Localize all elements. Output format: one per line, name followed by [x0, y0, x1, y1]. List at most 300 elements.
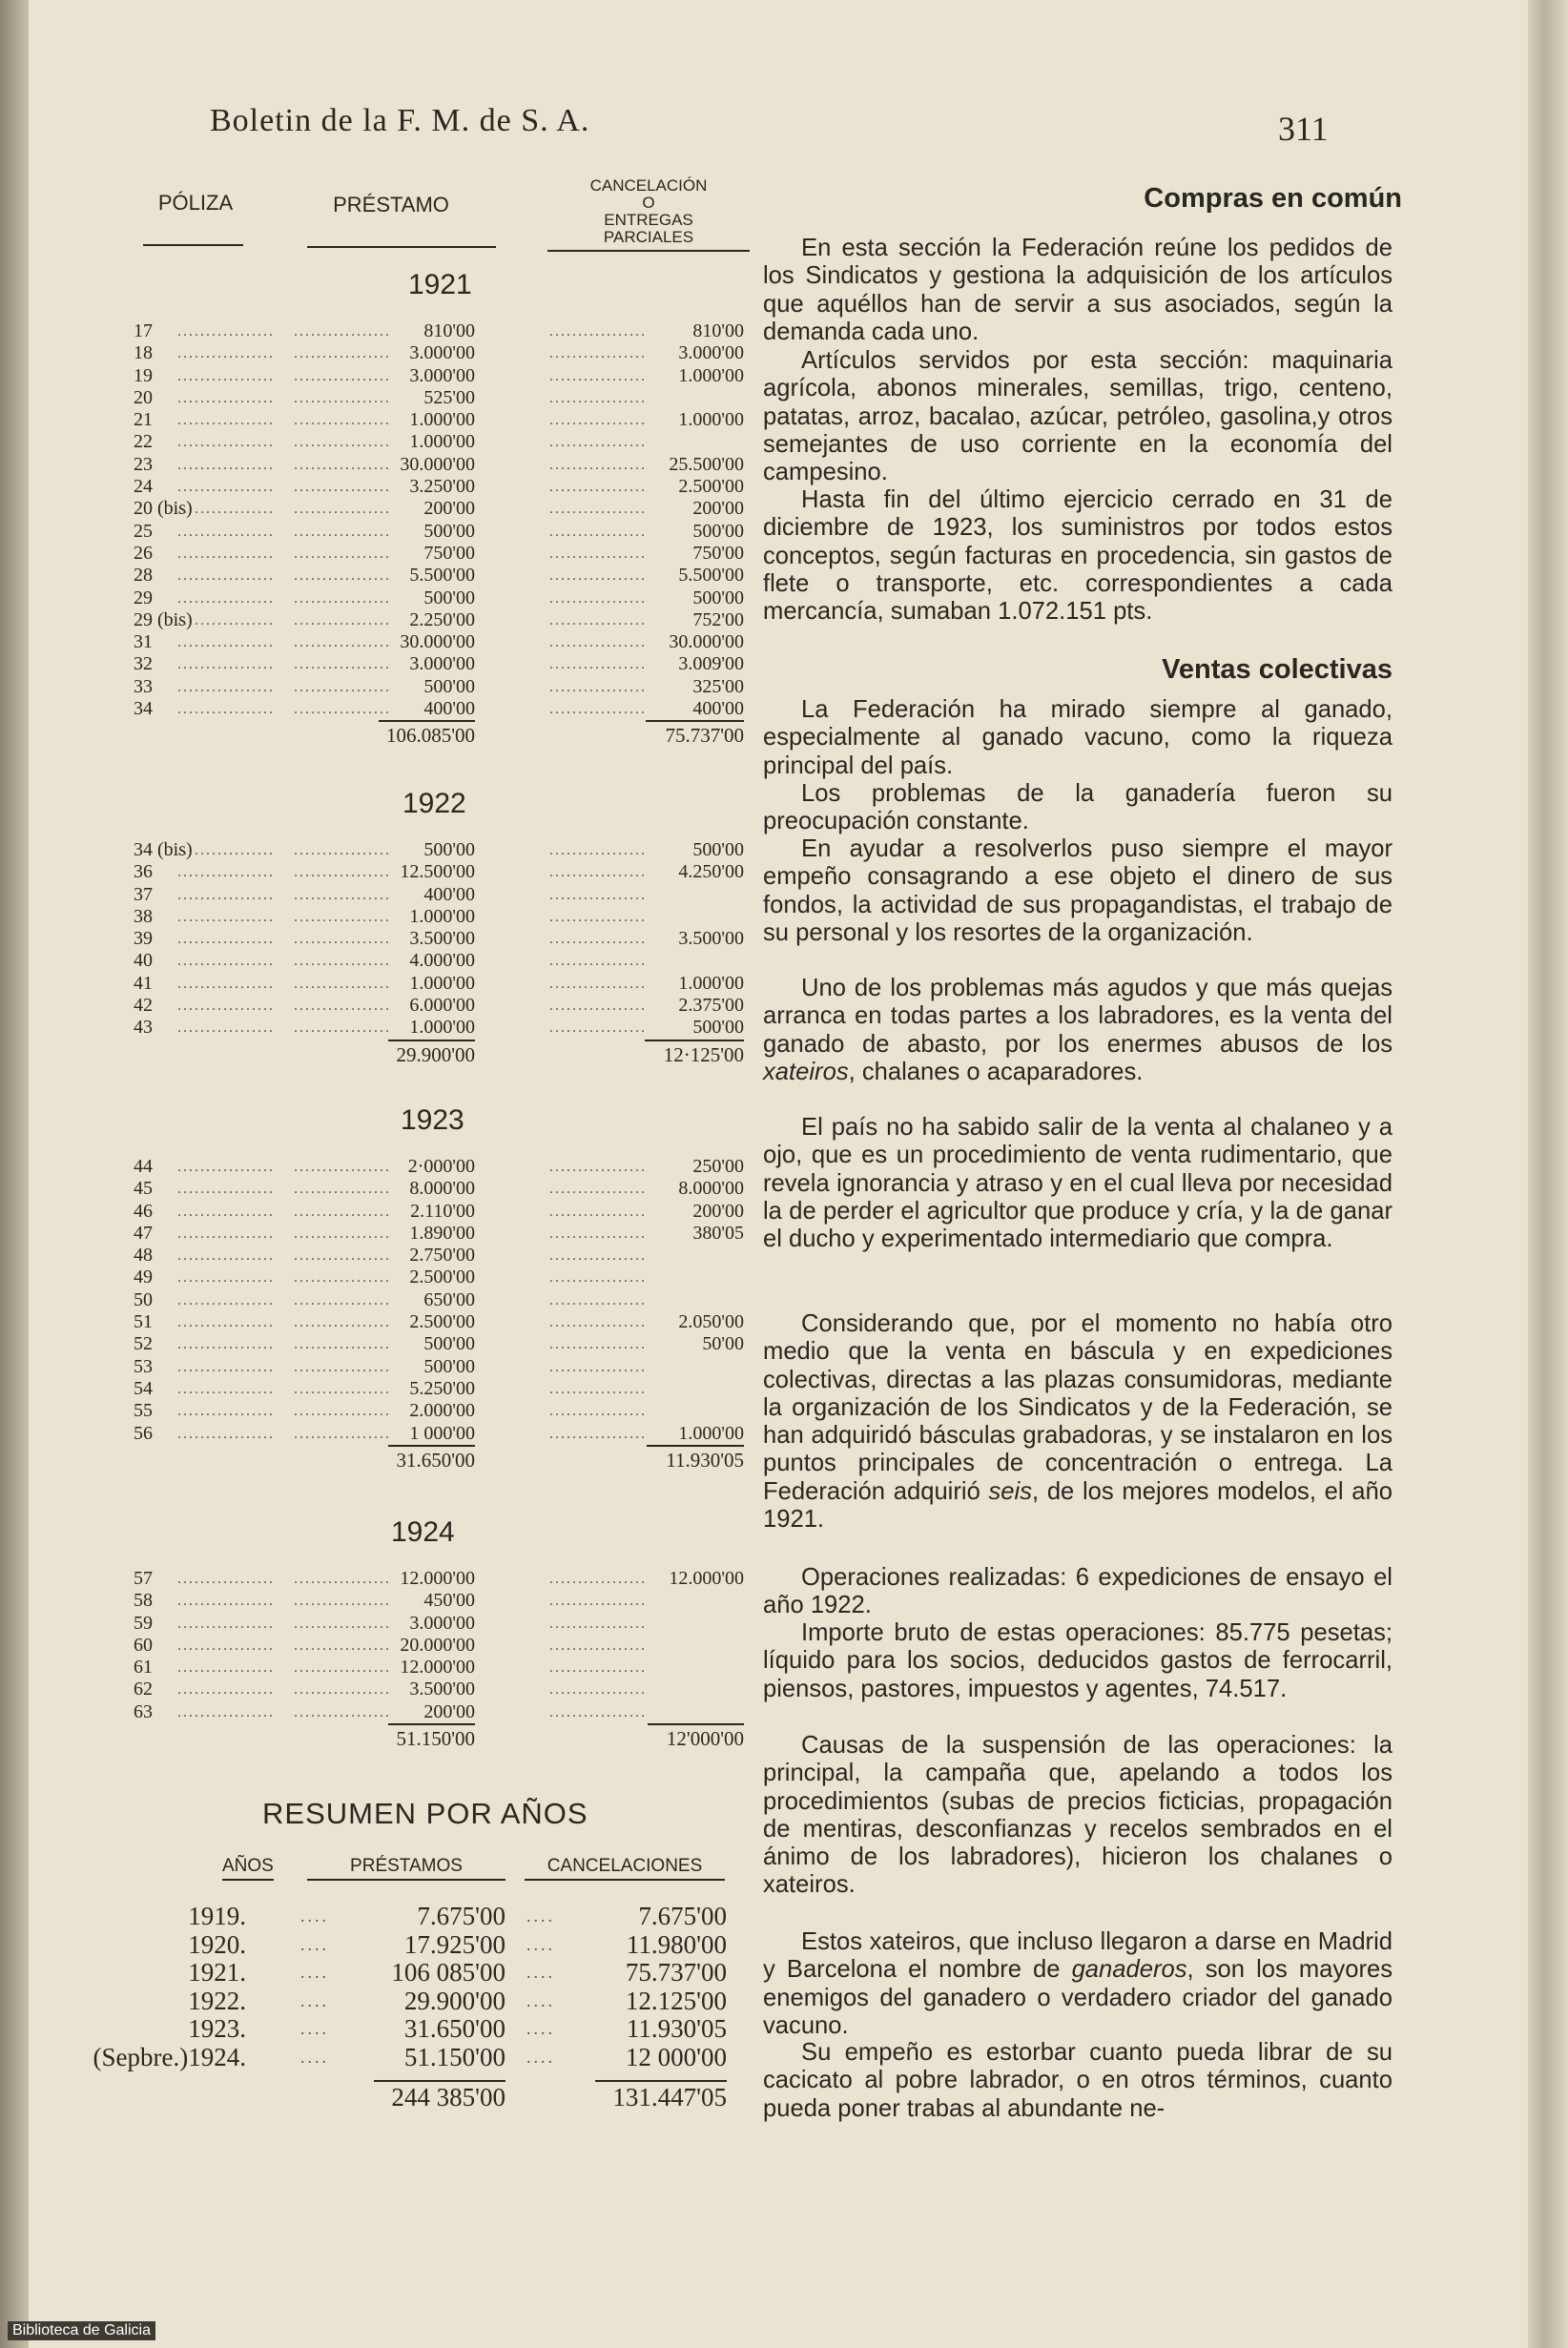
dot-leader: .................: [294, 434, 391, 451]
loan-table: [122, 1156, 752, 1472]
dot-leader: .................: [549, 1269, 647, 1287]
dot-leader: .................: [294, 389, 391, 406]
col-rule-prestamo: [307, 246, 496, 248]
dot-leader: .................: [549, 1615, 647, 1632]
dot-leader: .................: [177, 864, 275, 881]
dot-leader: .................: [549, 656, 647, 673]
table-row: [122, 387, 752, 409]
year-heading: 1921: [408, 269, 472, 300]
dot-leader: .................: [177, 931, 275, 948]
poliza-number: 25: [134, 520, 153, 542]
prestamo-value: 3.000'00: [409, 342, 475, 364]
poliza-number: 29: [134, 587, 153, 608]
poliza-number: 20: [134, 386, 153, 408]
table-row: [122, 884, 752, 906]
dot-leader: .................: [549, 1225, 647, 1242]
dot-leader: .................: [177, 1225, 275, 1242]
dot-leader: .................: [177, 1247, 275, 1265]
poliza-number: 51: [134, 1311, 153, 1333]
dot-leader: .................: [294, 1247, 391, 1265]
poliza-number: 17: [134, 320, 153, 341]
table-row: [122, 320, 752, 342]
dot-leader: ....: [300, 1990, 329, 2010]
ventas-paragraph-4-a: Uno de los problemas más agudos y que más quejas arranca en todas partes a los labradores, es la venta del ganado de abasto, por los enermes abusos de los: [763, 975, 1393, 1058]
dot-leader: .................: [549, 634, 647, 651]
dot-leader: .................: [294, 1659, 391, 1677]
table-row: [122, 995, 752, 1017]
summary-row: [114, 1959, 734, 1987]
table-row: [122, 950, 752, 972]
dot-leader: .................: [549, 1425, 647, 1442]
poliza-number: 34 (bis): [134, 839, 193, 860]
table-row: [122, 431, 752, 453]
ventas-paragraph-9: Causas de la suspensión de las operaciones: la principal, la campaña que, apelando a todos los procedimientos (subas de precios ficticias, propagación de mentiras, desconfianzas y recelos sembrados en el ánimo de los labradores), hicieron los chalanes o xateiros.: [763, 1732, 1393, 1899]
dot-leader: .................: [294, 1703, 391, 1720]
dot-leader: .................: [177, 1659, 275, 1677]
prestamo-value: 810'00: [423, 320, 475, 341]
poliza-number: 28: [134, 565, 153, 587]
page-left-edge: [0, 0, 29, 2348]
prestamo-value: 500'00: [423, 520, 475, 542]
compras-paragraph-2: Artículos servidos por esta sección: maquinaria agrícola, abonos minerales, semillas, trigo, centeno, patatas, arroz, bacalao, azúcar, petróleo, gasolina,y otros semejantes de uso corriente en la economía del campesino.: [763, 347, 1393, 486]
dot-leader: .................: [549, 908, 647, 925]
ventas-paragraph-2: Los problemas de la ganadería fueron su preocupación constante.: [763, 780, 1393, 835]
prestamo-value: 2.750'00: [409, 1245, 475, 1267]
poliza-number: 36: [134, 861, 153, 883]
loan-table: [122, 1568, 752, 1750]
prestamo-value: 3.500'00: [409, 928, 475, 950]
summary-year: 1920.: [188, 1929, 246, 1959]
poliza-number: 45: [134, 1178, 153, 1200]
dot-leader: .................: [549, 975, 647, 992]
prestamo-value: 3.250'00: [409, 476, 475, 498]
poliza-number: 52: [134, 1333, 153, 1355]
poliza-number: 22: [134, 431, 153, 453]
table-row: [122, 1311, 752, 1333]
dot-leader: .................: [177, 998, 275, 1015]
dot-leader: .................: [177, 1020, 275, 1037]
table-row: [122, 973, 752, 995]
table-row: [122, 1178, 752, 1200]
cancelacion-value: 3.000'00: [678, 342, 744, 364]
dot-leader: .................: [177, 589, 275, 607]
dot-leader: .................: [177, 323, 275, 340]
prestamo-value: 30.000'00: [400, 631, 475, 653]
dot-leader: ....: [300, 2019, 329, 2038]
ventas-paragraph-10-a: Estos xateiros, que incluso llegaron a darse en Madrid y Barcelona el nombre de: [763, 1928, 1393, 1984]
dot-leader: .................: [549, 1380, 647, 1397]
poliza-number: 43: [134, 1017, 153, 1039]
dot-leader: .................: [294, 412, 391, 429]
total-cancelacion: 75.737'00: [646, 720, 744, 749]
poliza-number: 47: [134, 1222, 153, 1244]
page-number: 311: [1278, 110, 1329, 148]
dot-leader: .................: [177, 953, 275, 970]
prestamo-value: 3.000'00: [409, 653, 475, 675]
dot-leader: .................: [549, 1403, 647, 1420]
table-row: [122, 476, 752, 498]
dot-leader: .................: [549, 886, 647, 903]
prestamo-value: 30.000'00: [400, 453, 475, 475]
dot-leader: .................: [294, 634, 391, 651]
prestamo-value: 5.500'00: [409, 565, 475, 587]
poliza-number: 49: [134, 1267, 153, 1288]
table-row: [122, 1590, 752, 1612]
dot-leader: .................: [294, 886, 391, 903]
dot-leader: .................: [177, 1615, 275, 1632]
table-row: [122, 454, 752, 476]
dot-leader: .................: [294, 456, 391, 473]
table-row: [122, 1568, 752, 1590]
dot-leader: .................: [549, 1681, 647, 1699]
dot-leader: .................: [294, 1380, 391, 1397]
cancelacion-value: 25.500'00: [669, 453, 744, 475]
dot-leader: .................: [177, 1358, 275, 1375]
running-header: Boletin de la F. M. de S. A.: [210, 103, 590, 138]
dot-leader: .................: [549, 501, 647, 518]
col-rule-poliza: [143, 244, 243, 246]
table-row: [122, 498, 752, 520]
dot-leader: .................: [549, 1703, 647, 1720]
summary-header-anos: AÑOS: [222, 1856, 274, 1881]
table-row: [122, 839, 752, 861]
dot-leader: .................: [549, 1593, 647, 1610]
dot-leader: .................: [294, 501, 391, 518]
dot-leader: .................: [294, 842, 391, 858]
prestamo-value: 400'00: [423, 883, 475, 905]
table-total-row: [122, 720, 752, 747]
dot-leader: .................: [177, 1593, 275, 1610]
dot-leader: .................: [177, 345, 275, 362]
cancelacion-value: 325'00: [692, 675, 744, 697]
prestamo-value: 1.890'00: [409, 1222, 475, 1244]
prestamo-value: 3.000'00: [409, 364, 475, 386]
table-row: [122, 1657, 752, 1679]
prestamo-value: 12.000'00: [400, 1568, 475, 1589]
summary-year: 1921.: [188, 1958, 246, 1987]
cancelacion-value: 200'00: [692, 1200, 744, 1222]
total-prestamo: 29.900'00: [388, 1040, 475, 1068]
dot-leader: .................: [294, 1336, 391, 1353]
table-row: [122, 342, 752, 364]
summary-year: 1923.: [188, 2014, 246, 2043]
ventas-paragraph-4-em: xateiros: [763, 1058, 849, 1085]
summary-row: [114, 2015, 734, 2043]
prestamo-value: 500'00: [423, 675, 475, 697]
cancelacion-value: 50'00: [702, 1333, 744, 1355]
table-row: [122, 1267, 752, 1288]
ventas-paragraph-3: En ayudar a resolverlos puso siempre el mayor empeño consagrando a ese objeto el dinero de sus fondos, la actividad de sus propagandistas, el trabajo de su personal y los resortes de la organización.: [763, 835, 1393, 946]
dot-leader: .................: [177, 1380, 275, 1397]
source-watermark: Biblioteca de Galicia: [8, 2321, 155, 2340]
dot-leader: .................: [294, 611, 391, 628]
poliza-number: 55: [134, 1400, 153, 1422]
dot-leader: .................: [549, 1314, 647, 1331]
poliza-number: 46: [134, 1200, 153, 1222]
table-row: [122, 1423, 752, 1445]
poliza-number: 57: [134, 1568, 153, 1589]
dot-leader: .................: [177, 479, 275, 496]
total-prestamo: 51.150'00: [388, 1723, 475, 1752]
dot-leader: .................: [549, 412, 647, 429]
prestamo-value: 200'00: [423, 1700, 475, 1722]
summary-prestamo: 17.925'00: [403, 1929, 505, 1959]
prestamo-value: 5.250'00: [409, 1377, 475, 1399]
year-heading: 1922: [402, 788, 466, 819]
cancelacion-value: 2.050'00: [678, 1311, 744, 1333]
prestamo-value: 3.500'00: [409, 1679, 475, 1700]
col-header-cancelacion-line4: PARCIALES: [603, 228, 694, 246]
poliza-number: 40: [134, 950, 153, 972]
dot-leader: .................: [294, 1020, 391, 1037]
cancelacion-value: 1.000'00: [678, 364, 744, 386]
dot-leader: .................: [177, 611, 275, 628]
dot-leader: ....: [300, 1906, 329, 1926]
dot-leader: .................: [294, 323, 391, 340]
dot-leader: .................: [294, 1203, 391, 1220]
cancelacion-value: 2.375'00: [678, 995, 744, 1017]
poliza-number: 63: [134, 1700, 153, 1722]
dot-leader: .................: [549, 953, 647, 970]
poliza-number: 34: [134, 698, 153, 720]
summary-total-row: [114, 2080, 734, 2111]
ventas-paragraph-4-b: , chalanes o acaparadores.: [848, 1058, 1144, 1085]
prestamo-value: 200'00: [423, 498, 475, 520]
dot-leader: .................: [177, 1571, 275, 1587]
summary-row: [114, 1903, 734, 1930]
prestamo-value: 1.000'00: [409, 972, 475, 994]
cancelacion-value: 3.009'00: [678, 653, 744, 675]
prestamo-value: 1.000'00: [409, 905, 475, 927]
table-row: [122, 1156, 752, 1178]
dot-leader: .................: [294, 545, 391, 562]
poliza-number: 33: [134, 675, 153, 697]
total-prestamo: 31.650'00: [388, 1445, 475, 1473]
dot-leader: .................: [177, 678, 275, 695]
table-row: [122, 1635, 752, 1657]
poliza-number: 21: [134, 409, 153, 431]
dot-leader: .................: [549, 1247, 647, 1265]
ventas-paragraph-11: Su empeño es estorbar cuanto pueda librar de su cacicato al pobre labrador, o en otros términos, cuanto pueda poner trabas al abundante ne-: [763, 2039, 1393, 2122]
dot-leader: .................: [177, 701, 275, 718]
table-total-row: [122, 1723, 752, 1750]
ventas-paragraph-4: [763, 975, 1393, 1086]
dot-leader: .................: [177, 523, 275, 540]
table-row: [122, 1400, 752, 1422]
cancelacion-value: 30.000'00: [669, 631, 744, 653]
dot-leader: .................: [549, 434, 647, 451]
year-heading: 1923: [401, 1104, 464, 1136]
ventas-paragraph-6-b: , de los mejores modelos, el año 1921.: [763, 1477, 1393, 1534]
dot-leader: .................: [177, 1425, 275, 1442]
cancelacion-value: 8.000'00: [678, 1178, 744, 1200]
dot-leader: ....: [526, 2047, 555, 2067]
poliza-number: 18: [134, 342, 153, 364]
dot-leader: .................: [177, 501, 275, 518]
summary-title: RESUMEN POR AÑOS: [262, 1797, 588, 1830]
dot-leader: .................: [294, 1637, 391, 1654]
prestamo-value: 12.000'00: [400, 1657, 475, 1679]
dot-leader: .................: [549, 678, 647, 695]
dot-leader: .................: [549, 1203, 647, 1220]
poliza-number: 56: [134, 1422, 153, 1444]
table-row: [122, 1245, 752, 1267]
dot-leader: .................: [294, 567, 391, 585]
dot-leader: .................: [549, 1291, 647, 1308]
prestamo-value: 20.000'00: [400, 1634, 475, 1656]
poliza-number: 38: [134, 905, 153, 927]
dot-leader: .................: [177, 1269, 275, 1287]
total-cancelacion: 12'000'00: [648, 1723, 744, 1752]
summary-year: (Sepbre.)1924.: [93, 2042, 246, 2071]
poliza-number: 59: [134, 1612, 153, 1634]
table-row: [122, 1679, 752, 1700]
total-prestamo: 106.085'00: [379, 720, 475, 749]
dot-leader: .................: [177, 1314, 275, 1331]
poliza-number: 26: [134, 542, 153, 564]
col-header-prestamo: PRÉSTAMO: [333, 193, 449, 216]
table-row: [122, 676, 752, 698]
prestamo-value: 6.000'00: [409, 995, 475, 1017]
prestamo-value: 750'00: [423, 542, 475, 564]
table-row: [122, 409, 752, 431]
ventas-paragraph-10-b: , son los mayores enemigos del ganadero o verdadero criador del ganado vacuno.: [763, 1956, 1393, 2039]
table-row: [122, 1356, 752, 1378]
dot-leader: .................: [294, 656, 391, 673]
prestamo-value: 1 000'00: [409, 1422, 475, 1444]
cancelacion-value: 380'05: [692, 1222, 744, 1244]
col-header-cancelacion-line2: O: [642, 194, 655, 212]
dot-leader: .................: [177, 1403, 275, 1420]
poliza-number: 20 (bis): [134, 498, 193, 520]
summary-row: [114, 1931, 734, 1959]
dot-leader: .................: [549, 1020, 647, 1037]
table-row: [122, 1378, 752, 1400]
cancelacion-value: 12.000'00: [669, 1568, 744, 1589]
table-row: [122, 521, 752, 543]
dot-leader: .................: [549, 567, 647, 585]
summary-prestamo: 31.650'00: [403, 2014, 505, 2043]
dot-leader: .................: [294, 1571, 391, 1587]
dot-leader: .................: [177, 456, 275, 473]
dot-leader: .................: [294, 1269, 391, 1287]
summary-prestamo: 51.150'00: [403, 2042, 505, 2071]
table-row: [122, 653, 752, 675]
table-row: [122, 1613, 752, 1635]
dot-leader: .................: [549, 523, 647, 540]
cancelacion-value: 500'00: [692, 1017, 744, 1039]
poliza-number: 23: [134, 453, 153, 475]
prestamo-value: 12.500'00: [400, 861, 475, 883]
dot-leader: .................: [294, 1425, 391, 1442]
ventas-paragraph-6-em: seis: [988, 1477, 1033, 1505]
dot-leader: .................: [177, 434, 275, 451]
poliza-number: 31: [134, 631, 153, 653]
dot-leader: .................: [177, 1681, 275, 1699]
dot-leader: .................: [294, 1403, 391, 1420]
table-total-row: [122, 1040, 752, 1066]
col-header-cancelacion-line1: CANCELACIÓN: [589, 176, 708, 195]
table-row: [122, 1289, 752, 1311]
poliza-number: 48: [134, 1245, 153, 1267]
loan-table: [122, 320, 752, 747]
dot-leader: .................: [177, 1703, 275, 1720]
summary-prestamo: 106 085'00: [391, 1958, 505, 1987]
summary-cancelacion: 11.980'00: [626, 1929, 727, 1959]
dot-leader: ....: [300, 2047, 329, 2067]
summary-prestamo: 7.675'00: [417, 1902, 505, 1930]
poliza-number: 39: [134, 928, 153, 950]
dot-leader: .................: [549, 1637, 647, 1654]
dot-leader: .................: [177, 389, 275, 406]
prestamo-value: 525'00: [423, 386, 475, 408]
dot-leader: .................: [177, 842, 275, 858]
cancelacion-value: 200'00: [692, 498, 744, 520]
poliza-number: 24: [134, 476, 153, 498]
dot-leader: .................: [549, 1659, 647, 1677]
table-row: [122, 1223, 752, 1245]
dot-leader: .................: [549, 842, 647, 858]
cancelacion-value: 1.000'00: [678, 1422, 744, 1444]
dot-leader: .................: [177, 1159, 275, 1175]
dot-leader: .................: [294, 1358, 391, 1375]
table-row: [122, 565, 752, 587]
dot-leader: .................: [294, 701, 391, 718]
poliza-number: 29 (bis): [134, 608, 193, 630]
col-header-cancelacion: [553, 177, 744, 246]
cancelacion-value: 500'00: [692, 587, 744, 608]
summary-row: [93, 2042, 734, 2071]
prestamo-value: 450'00: [423, 1590, 475, 1612]
dot-leader: .................: [294, 1225, 391, 1242]
dot-leader: .................: [177, 886, 275, 903]
dot-leader: .................: [549, 998, 647, 1015]
summary-header-cancelaciones: CANCELACIONES: [525, 1856, 725, 1881]
dot-leader: .................: [177, 1291, 275, 1308]
cancelacion-value: 5.500'00: [678, 565, 744, 587]
total-cancelacion: 11.930'05: [647, 1445, 744, 1473]
prestamo-value: 2.500'00: [409, 1267, 475, 1288]
dot-leader: .................: [549, 1571, 647, 1587]
summary-row: [114, 1988, 734, 2015]
table-row: [122, 631, 752, 653]
dot-leader: .................: [294, 367, 391, 384]
table-row: [122, 861, 752, 883]
dot-leader: .................: [294, 1291, 391, 1308]
dot-leader: ....: [526, 1906, 555, 1926]
prestamo-value: 500'00: [423, 1355, 475, 1377]
cancelacion-value: 750'00: [692, 542, 744, 564]
ventas-paragraph-5: El país no ha sabido salir de la venta al chalaneo y a ojo, que es un procedimiento de venta rudimentario, que revela ignorancia y atraso y en el cual lleva por necesidad la de perder el agricultor que produce y cría, y la de ganar el ducho y experimentado intermediario que compra.: [763, 1114, 1393, 1253]
prestamo-value: 3.000'00: [409, 1612, 475, 1634]
prestamo-value: 2.500'00: [409, 1311, 475, 1333]
ventas-paragraph-10: [763, 1928, 1393, 2040]
dot-leader: .................: [549, 1358, 647, 1375]
compras-paragraph-1: En esta sección la Federación reúne los pedidos de los Sindicatos y gestiona la adquisición de los artículos que aquéllos han de servir a sus asociados, según la demanda cada uno.: [763, 235, 1393, 345]
table-row: [122, 609, 752, 631]
dot-leader: ....: [300, 1934, 329, 1954]
dot-leader: .................: [294, 589, 391, 607]
cancelacion-value: 250'00: [692, 1156, 744, 1177]
dot-leader: .................: [294, 1181, 391, 1198]
col-header-cancelacion-line3: ENTREGAS: [604, 211, 693, 229]
prestamo-value: 1.000'00: [409, 409, 475, 431]
poliza-number: 53: [134, 1355, 153, 1377]
table-row: [122, 1201, 752, 1223]
summary-cancelacion: 11.930'05: [626, 2014, 727, 2043]
poliza-number: 61: [134, 1657, 153, 1679]
dot-leader: .................: [294, 479, 391, 496]
